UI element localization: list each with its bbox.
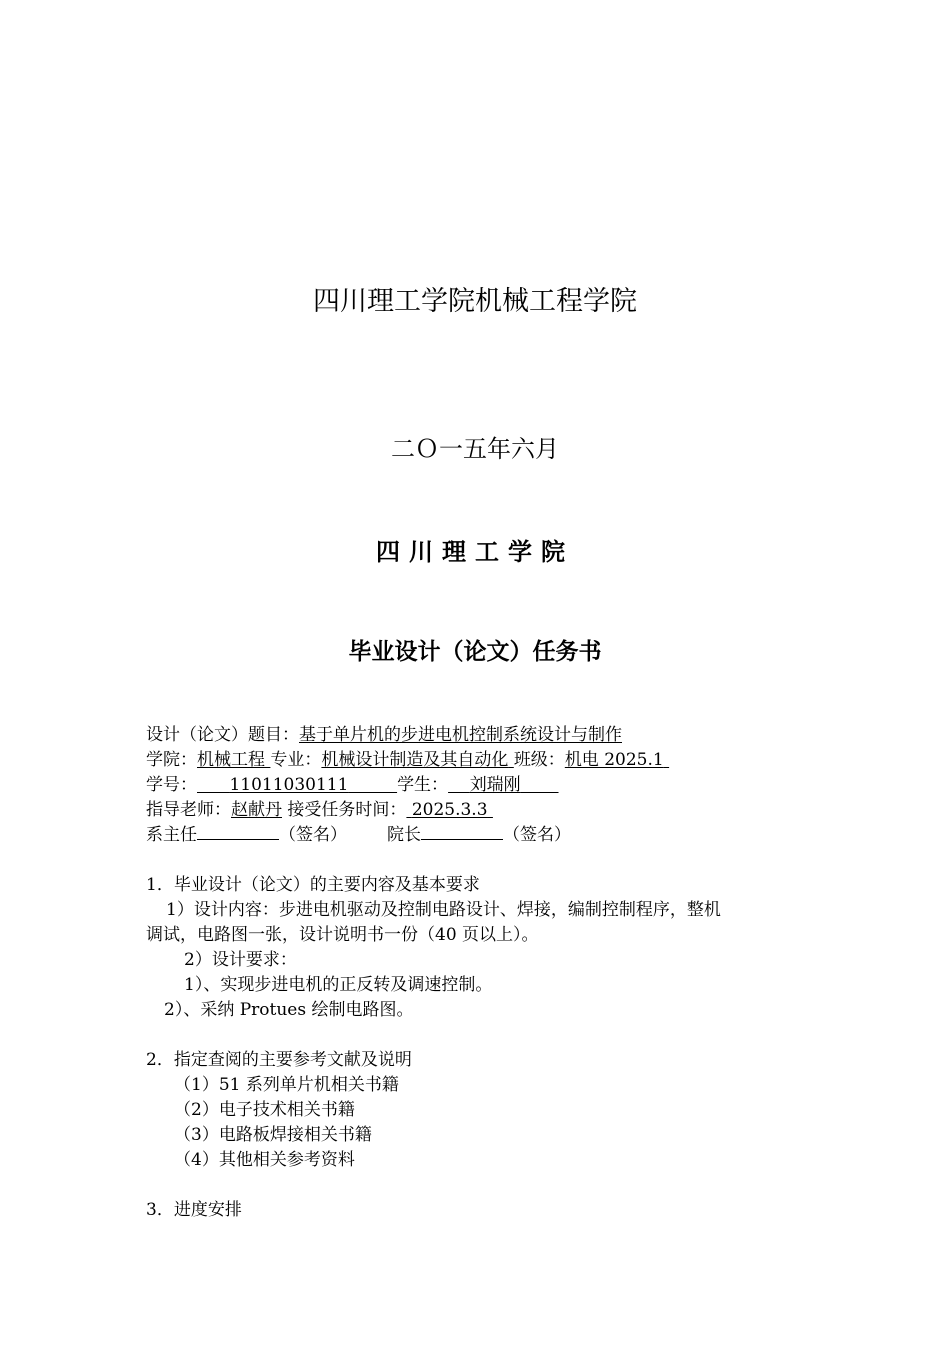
info-topic-line [146, 723, 622, 747]
section1-req-label: 2）设计要求： [184, 950, 297, 970]
college-label: 学院： [146, 750, 197, 770]
class-value: 机电 2025.1 [564, 750, 664, 770]
advisor-value: 赵献丹 [231, 800, 282, 820]
reference-item: （4）其他相关参考资料 [174, 1150, 355, 1170]
college-value: 机械工程 [197, 750, 265, 770]
section1-req-item2: 2）、采纳 Protues 绘制电路图。 [164, 1000, 414, 1020]
major-label: 专业： [270, 750, 322, 770]
document-date: 二Ｏ一五年六月 [391, 435, 559, 463]
id-value: 11011030111 [229, 775, 349, 795]
reference-item: （3）电路板焊接相关书籍 [174, 1125, 372, 1145]
section3-heading: 3．进度安排 [146, 1200, 242, 1220]
info-id-line [146, 773, 559, 797]
id-label: 学号： [146, 775, 197, 795]
school-name: 四川理工学院 [376, 538, 574, 566]
section1-req-item1: 1）、实现步进电机的正反转及调速控制。 [184, 975, 493, 995]
section1-heading: 1．毕业设计（论文）的主要内容及基本要求 [146, 875, 480, 895]
section1-content-line2: 调试，电路图一张，设计说明书一份（40 页以上）。 [146, 925, 539, 945]
dept-head-signature-blank [197, 825, 279, 840]
major-value: 机械设计制造及其自动化 [321, 750, 509, 770]
institute-title: 四川理工学院机械工程学院 [313, 286, 637, 317]
student-label: 学生： [397, 775, 449, 795]
dept-head-label: 系主任 [146, 825, 197, 845]
reference-item: （1）51 系列单片机相关书籍 [174, 1075, 399, 1095]
receive-value: 2025.3.3 [411, 800, 488, 820]
section1-content-line1: 1）设计内容：步进电机驱动及控制电路设计、焊接，编制控制程序，整机 [166, 900, 721, 920]
advisor-label: 指导老师： [146, 800, 231, 820]
dean-label: 院长 [387, 825, 421, 845]
dean-signature-blank [421, 825, 503, 840]
info-college-line [146, 748, 669, 772]
sign-note-1: （签名） [279, 825, 347, 845]
class-label: 班级： [513, 750, 565, 770]
document-title: 毕业设计（论文）任务书 [348, 639, 602, 665]
receive-label: 接受任务时间： [287, 800, 407, 820]
topic-label: 设计（论文）题目： [146, 725, 299, 745]
info-advisor-line [146, 798, 493, 822]
info-signature-line [146, 823, 571, 847]
topic-value: 基于单片机的步进电机控制系统设计与制作 [299, 725, 622, 745]
student-value: 刘瑞刚 [469, 775, 521, 795]
section2-heading: 2．指定查阅的主要参考文献及说明 [146, 1050, 412, 1070]
sign-note-2: （签名） [503, 825, 571, 845]
reference-item: （2）电子技术相关书籍 [174, 1100, 355, 1120]
